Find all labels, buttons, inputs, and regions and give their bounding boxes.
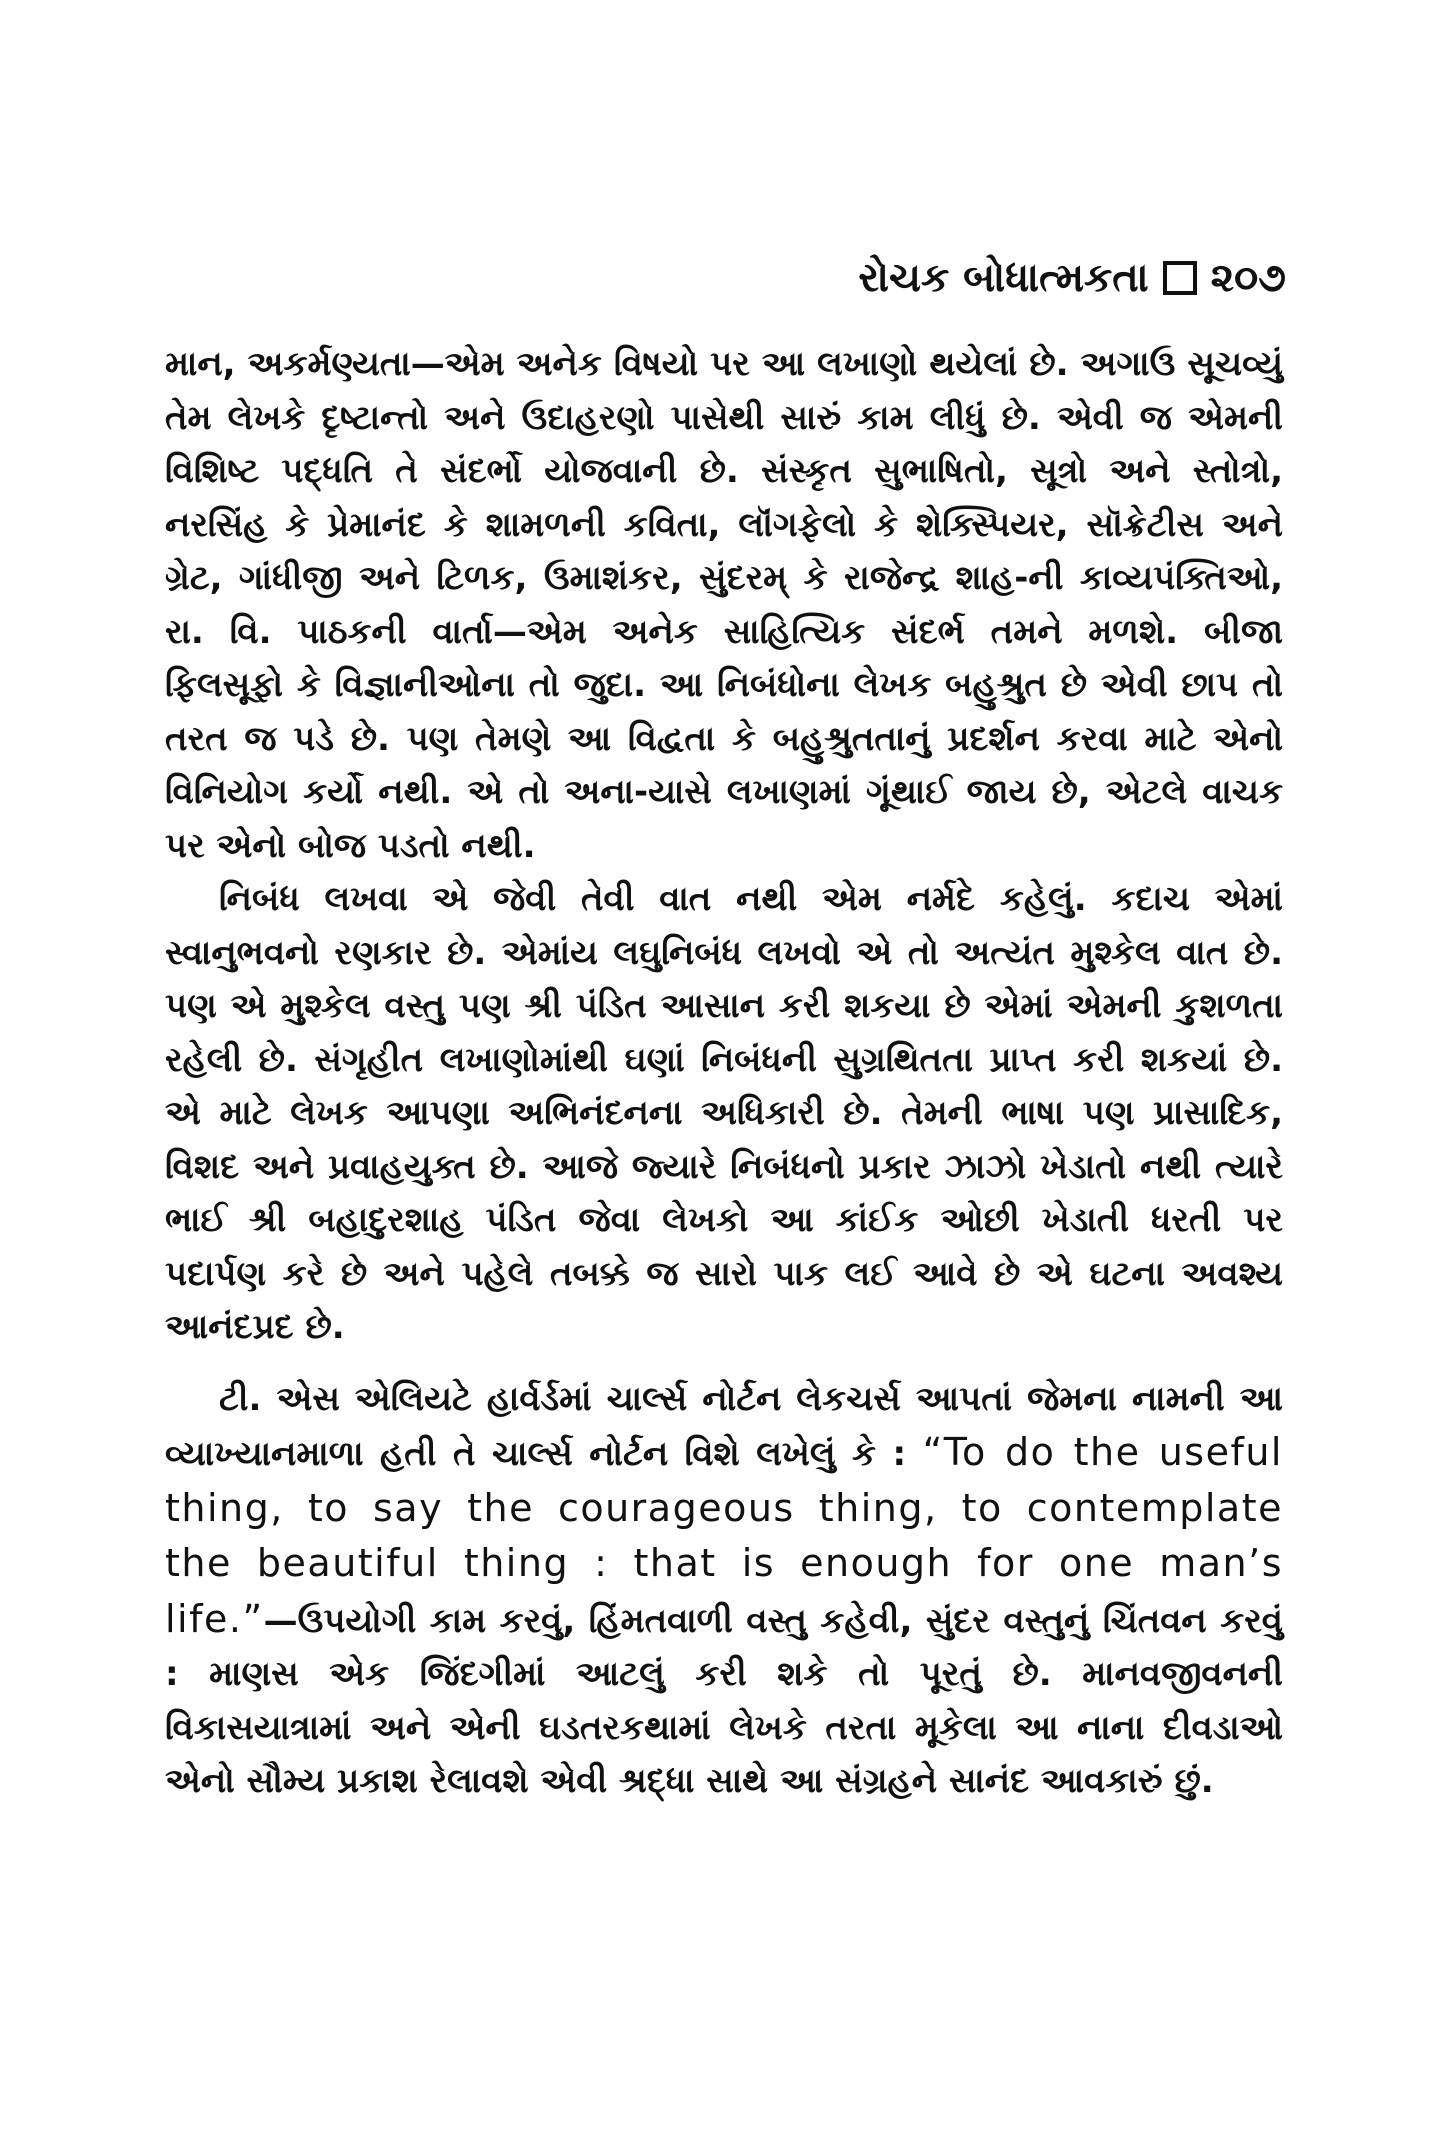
paragraph-1: માન, અકર્મણ્યતા—એમ અનેક વિષયો પર આ લખાણો થયેલાં છે. અગાઉ સૂચવ્યું તેમ લેખકે દૃષ્ટાન્તો અને ઉદાહરણો પાસેથી સારું કામ લીધું છે. એવી જ એમની વિશિષ્ટ પદ્ધતિ તે સંદર્ભો યોજવાની છે. સંસ્કૃત સુભાષિતો, સૂત્રો અને સ્તોત્રો, નરસિંહ કે પ્રેમાનંદ કે શામળની કવિતા, લૉંગફેલો કે શેક્સ્પિયર, સૉક્રેટીસ અને ગ્રેટ, ગાંધીજી અને ટિળક, ઉમાશંકર, સુંદરમ્ કે રાજેન્દ્ર શાહ-ની કાવ્યપંક્તિઓ, રા. વિ. પાઠકની વાર્તા—એમ અનેક સાહિત્યિક સંદર્ભ તમને મળશે. બીજા ફિલસૂફો કે વિજ્ઞાનીઓના તો જુદા. આ નિબંધોના લેખક બહુશ્રુત છે એવી છાપ તો તરત જ પડે છે. પણ તેમણે આ વિદ્વતા કે બહુશ્રુતતાનું પ્રદર્શન કરવા માટે એનો વિનિયોગ કર્યો નથી. એ તો અના-યાસે લખાણમાં ગૂંથાઈ જાય છે, એટલે વાચક પર એનો બોજ પડતો નથી.	[165, 344, 1283, 866]
page-body	[165, 338, 1283, 1809]
english-quote: “To do the useful thing, to say the courageous thing, to contemplate the beautiful thing : that is enough for one man’s life.”	[165, 1430, 1283, 1641]
square-icon	[1163, 261, 1197, 295]
paragraph-3	[165, 1373, 1283, 1809]
page-number: ૨૦૭	[1210, 255, 1286, 301]
paragraph-3-gujarati-intro: ટી. એસ એલિયટે હાર્વર્ડમાં ચાર્લ્સ નોર્ટન લેકચર્સ આપતાં જેમના નામની આ વ્યાખ્યાનમાળા હતી તે ચાર્લ્સ નોર્ટન વિશે લખેલું કે :	[165, 1378, 1283, 1474]
paragraph-3-gujarati-outro: —ઉપયોગી કામ કરવું, હિંમતવાળી વસ્તુ કહેવી, સુંદર વસ્તુનું ચિંતવન કરવું : માણસ એક જિંદગીમાં આટલું કરી શકે તો પૂરતું છે. માનવજીવનની વિકાસયાત્રામાં અને એની ઘડતરકથામાં લેખકે તરતા મૂકેલા આ નાના દીવડાઓ એનો સૌમ્ય પ્રકાશ રેલાવશે એવી શ્રદ્ધા સાથે આ સંગ્રહને સાનંદ આવકારું છું.	[165, 1600, 1283, 1801]
page-header	[858, 255, 1286, 301]
running-title: રોચક બોધાત્મકતા	[858, 255, 1149, 301]
paragraph-2: નિબંધ લખવા એ જેવી તેવી વાત નથી એમ નર્મદે કહેલું. કદાચ એમાં સ્વાનુભવનો રણકાર છે. એમાંય લઘુનિબંધ લખવો એ તો અત્યંત મુશ્કેલ વાત છે. પણ એ મુશ્કેલ વસ્તુ પણ શ્રી પંડિત આસાન કરી શકયા છે એમાં એમની કુશળતા રહેલી છે. સંગૃહીત લખાણોમાંથી ઘણાં નિબંધની સુગ્રથિતતા પ્રાપ્ત કરી શકયાં છે. એ માટે લેખક આપણા અભિનંદનના અધિકારી છે. તેમની ભાષા પણ પ્રાસાદિક, વિશદ અને પ્રવાહયુક્ત છે. આજે જ્યારે નિબંધનો પ્રકાર ઝાઝો ખેડાતો નથી ત્યારે ભાઈ શ્રી બહાદુરશાહ પંડિત જેવા લેખકો આ કાંઈક ઓછી ખેડાતી ધરતી પર પદાર્પણ કરે છે અને પહેલે તબક્કે જ સારો પાક લઈ આવે છે એ ઘટના અવશ્ય આનંદપ્રદ છે.	[165, 879, 1283, 1347]
